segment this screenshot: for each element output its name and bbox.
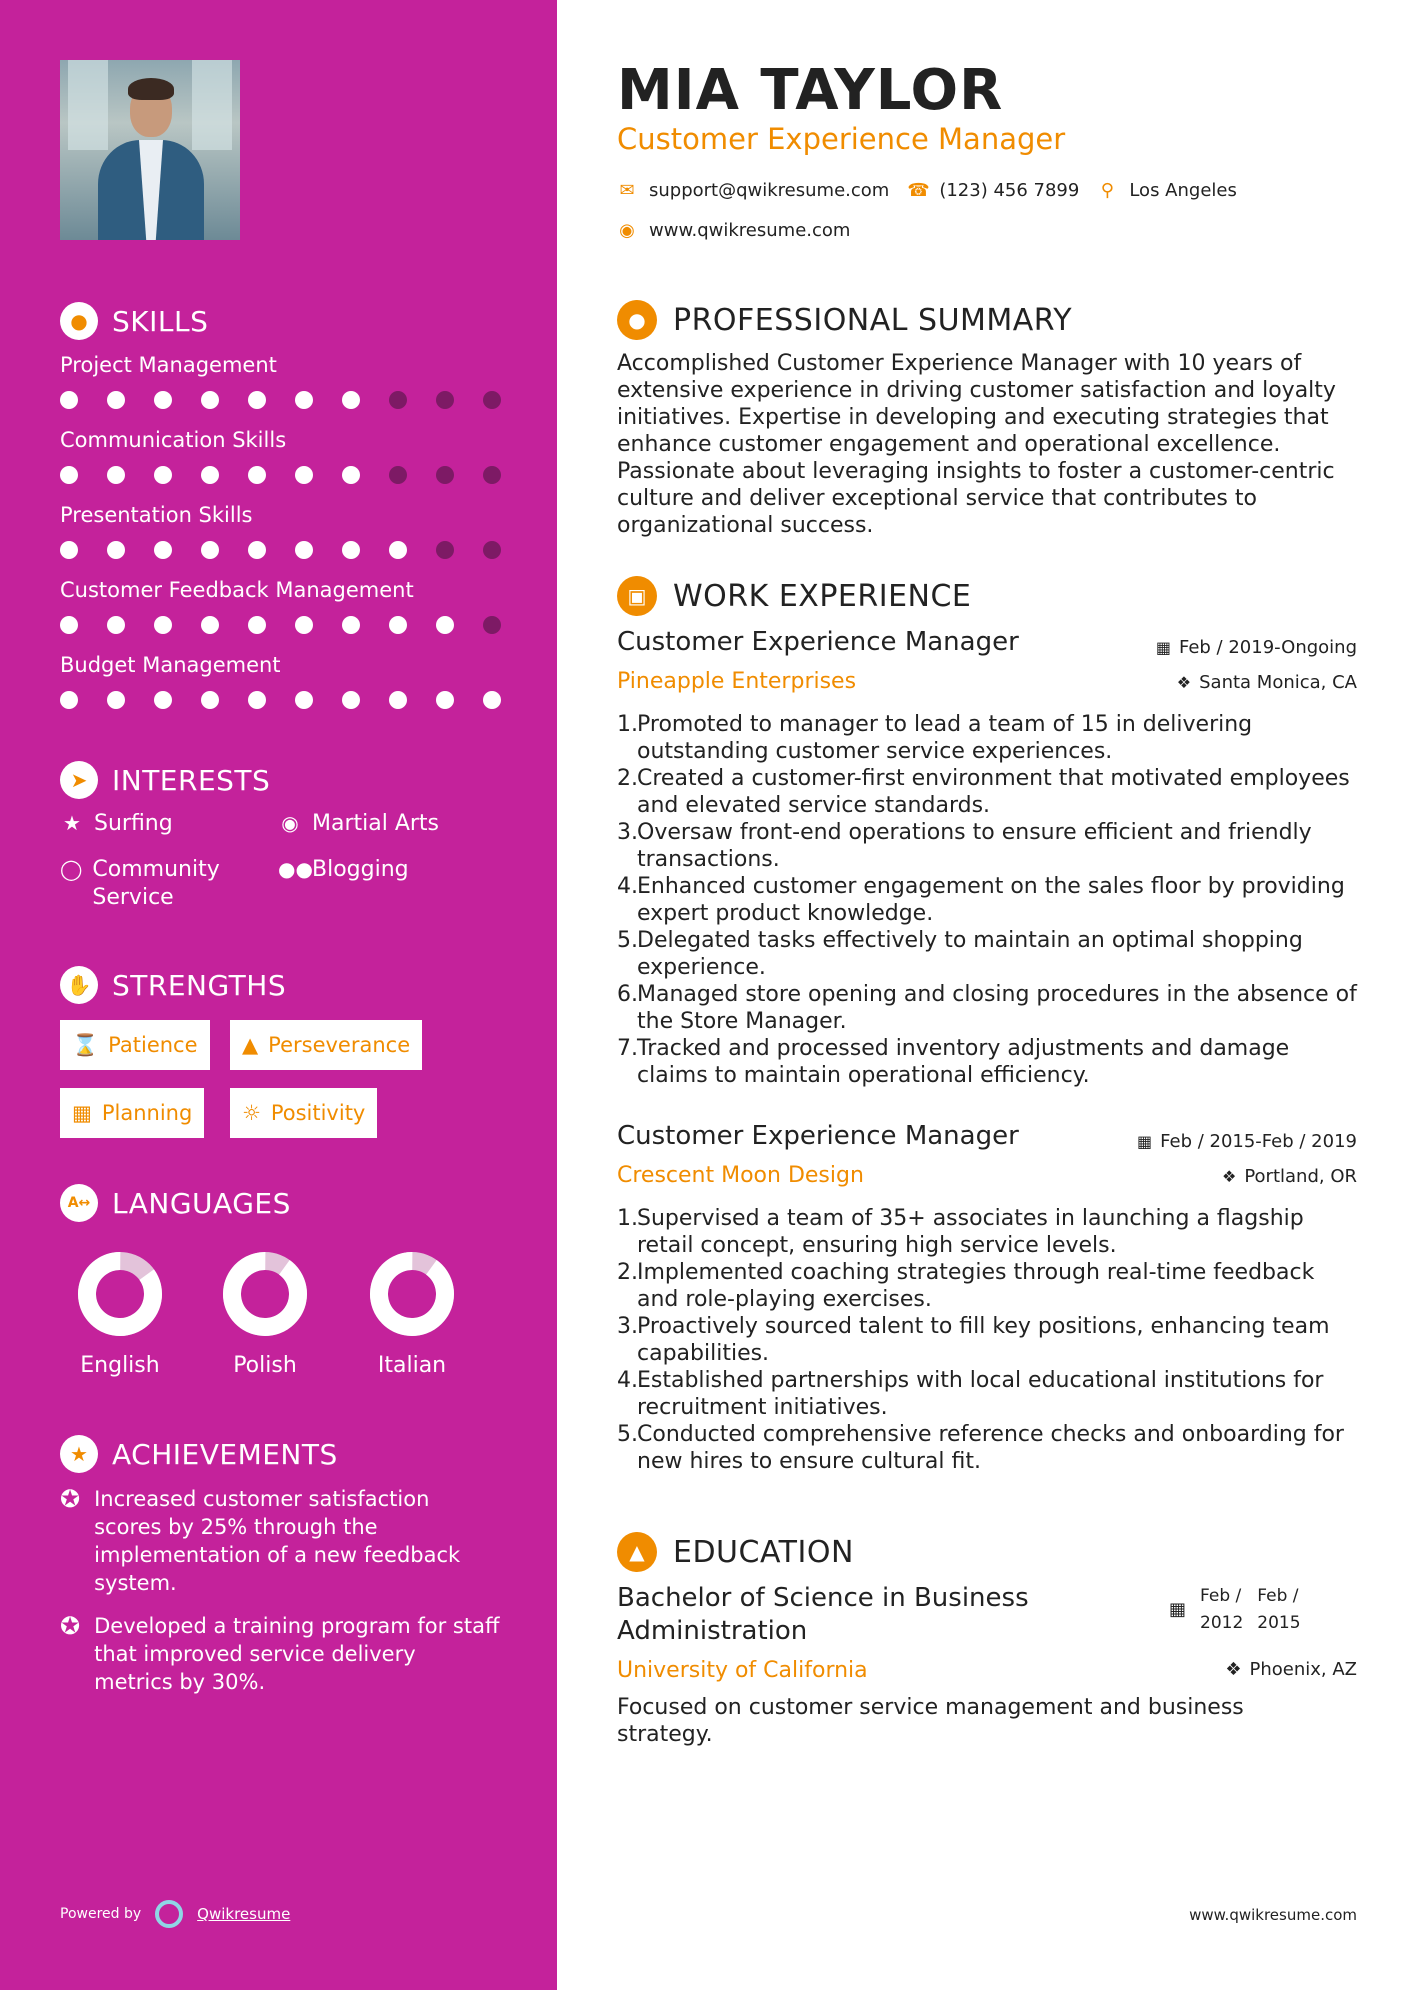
- achievement-text: Increased customer satisfaction scores by 25% through the implementation of a new feedback system.: [94, 1487, 461, 1595]
- star-icon: ★: [63, 811, 81, 835]
- job-dates: [1156, 637, 1357, 658]
- education-start-year: 2012: [1200, 1613, 1244, 1633]
- duty-text: Implemented coaching strategies through real-time feedback and role-playing exercises.: [637, 1260, 1315, 1312]
- duty-item: [617, 1313, 1357, 1367]
- users-icon: ●●: [278, 857, 313, 881]
- duty-number: 2.: [617, 1260, 638, 1285]
- interests-title: INTERESTS: [112, 763, 271, 797]
- duty-text: Delegated tasks effectively to maintain an optimal shopping experience.: [637, 928, 1303, 980]
- duty-item: [617, 765, 1357, 819]
- rating-dot-filled: [154, 391, 172, 409]
- experience-heading: [617, 576, 971, 616]
- powered-by: [60, 1900, 290, 1928]
- strength-badge: [230, 1088, 377, 1138]
- summary-text: Accomplished Customer Experience Manager with 10 years of extensive experience in driving customer satisfaction and loyalty initiatives. Expertise in developing and executing strategies that enhance customer engagement and operational excellence. Passionate about leveraging insights to foster a customer-centric culture and deliver exceptional service that contributes to organizational success.: [617, 351, 1336, 538]
- summary-title: PROFESSIONAL SUMMARY: [673, 302, 1073, 338]
- rating-dot-filled: [201, 466, 219, 484]
- interest-item: [60, 810, 173, 838]
- rating-dot-filled: [107, 616, 125, 634]
- strength-badge: [60, 1020, 210, 1070]
- language-name: English: [80, 1353, 160, 1378]
- duty-text: Tracked and processed inventory adjustments and damage claims to maintain operational efficiency.: [637, 1036, 1290, 1088]
- job-company: Crescent Moon Design: [617, 1163, 864, 1188]
- duty-text: Conducted comprehensive reference checks and onboarding for new hires to ensure cultural fit.: [637, 1422, 1344, 1474]
- interest-item: [278, 810, 439, 838]
- rating-dot-filled: [295, 691, 313, 709]
- skills-title: SKILLS: [112, 304, 209, 338]
- duty-number: 1.: [617, 1206, 638, 1231]
- strength-label: Positivity: [270, 1101, 366, 1125]
- rating-dot-filled: [389, 691, 407, 709]
- calendar-icon: ▦: [1169, 1599, 1187, 1620]
- rating-dot-empty: [389, 466, 407, 484]
- rating-dot-filled: [248, 616, 266, 634]
- ring-fill: [222, 1251, 308, 1337]
- ring-fill: [369, 1251, 455, 1337]
- shield-icon: ◯: [60, 857, 83, 881]
- phone-icon: ☎: [907, 180, 930, 201]
- duty-text: Promoted to manager to lead a team of 15 in delivering outstanding customer service experiences.: [637, 712, 1253, 764]
- globe-icon: ◉: [281, 811, 299, 835]
- rating-dot-filled: [154, 691, 172, 709]
- candidate-name: MIA TAYLOR: [617, 58, 1004, 123]
- rating-dot-filled: [389, 541, 407, 559]
- education-end-year: 2015: [1257, 1613, 1301, 1633]
- duty-number: 3.: [617, 820, 638, 845]
- interests-heading: [60, 761, 270, 799]
- rating-dot-filled: [248, 466, 266, 484]
- education-location: [1225, 1659, 1357, 1680]
- duty-number: 4.: [617, 874, 638, 899]
- education-end: [1257, 1583, 1300, 1637]
- job-location: [1177, 672, 1357, 693]
- achievement-text: Developed a training program for staff that improved service delivery metrics by 30%.: [94, 1614, 500, 1694]
- contact-email[interactable]: support@qwikresume.com: [649, 180, 890, 201]
- education-degree: Bachelor of Science in Business Administration: [617, 1583, 1029, 1646]
- rating-dot-filled: [201, 541, 219, 559]
- calendar-icon: ▦: [1137, 1132, 1153, 1151]
- pin-icon: ❖: [1221, 1167, 1237, 1186]
- strength-label: Patience: [108, 1033, 198, 1057]
- job-duties: [617, 1205, 1357, 1475]
- job-dates: [1137, 1131, 1357, 1152]
- duty-number: 2.: [617, 766, 638, 791]
- interest-label: Martial Arts: [312, 811, 440, 836]
- rating-dot-filled: [483, 691, 501, 709]
- skill-rating: [60, 391, 501, 409]
- skill-name: Communication Skills: [60, 428, 287, 452]
- strength-label: Perseverance: [268, 1033, 411, 1057]
- rating-dot-filled: [342, 391, 360, 409]
- rating-dot-empty: [436, 541, 454, 559]
- duty-item: [617, 927, 1357, 981]
- contact-row: [617, 180, 1237, 201]
- rating-dot-filled: [107, 691, 125, 709]
- duty-item: [617, 981, 1357, 1035]
- rating-dot-filled: [154, 466, 172, 484]
- strength-badge: [230, 1020, 422, 1070]
- job-dates-text: Feb / 2015-Feb / 2019: [1160, 1131, 1357, 1152]
- education-end-month: Feb /: [1257, 1586, 1299, 1606]
- interest-item: [60, 856, 260, 912]
- hourglass-icon: ⌛: [72, 1032, 99, 1057]
- skill-rating: [60, 541, 501, 559]
- rating-dot-filled: [295, 466, 313, 484]
- duty-number: 3.: [617, 1314, 638, 1339]
- duty-number: 6.: [617, 982, 638, 1007]
- skill-name: Customer Feedback Management: [60, 578, 414, 602]
- qwikresume-logo: [155, 1900, 183, 1928]
- job-company: Pineapple Enterprises: [617, 669, 857, 694]
- rating-dot-filled: [60, 691, 78, 709]
- education-description: Focused on customer service management and business strategy.: [617, 1695, 1244, 1747]
- rating-dot-filled: [342, 616, 360, 634]
- map-pin-icon: ⚲: [1100, 180, 1114, 201]
- languages-heading: [60, 1184, 291, 1222]
- main-content: [557, 0, 1407, 1990]
- duty-item: [617, 1259, 1357, 1313]
- rating-dot-empty: [483, 616, 501, 634]
- strength-label: Planning: [101, 1101, 193, 1125]
- rating-dot-empty: [436, 391, 454, 409]
- skills-heading: [60, 302, 208, 340]
- education-location-text: Phoenix, AZ: [1249, 1659, 1357, 1680]
- skill-name: Budget Management: [60, 653, 281, 677]
- interest-label: Surfing: [94, 811, 173, 836]
- profile-photo: [60, 60, 240, 240]
- rating-dot-empty: [483, 391, 501, 409]
- rating-dot-empty: [483, 466, 501, 484]
- rating-dot-filled: [295, 391, 313, 409]
- rating-dot-empty: [436, 466, 454, 484]
- interest-item: [278, 856, 409, 884]
- language-ring: [222, 1251, 308, 1337]
- interest-label: Blogging: [312, 857, 409, 882]
- rating-dot-filled: [389, 616, 407, 634]
- job-dates-text: Feb / 2019-Ongoing: [1178, 637, 1357, 658]
- duty-text: Enhanced customer engagement on the sales floor by providing expert product knowledge.: [637, 874, 1345, 926]
- rating-dot-filled: [107, 466, 125, 484]
- duty-item: [617, 873, 1357, 927]
- contact-phone: (123) 456 7899: [939, 180, 1080, 201]
- duty-item: [617, 1205, 1357, 1259]
- rating-dot-filled: [201, 616, 219, 634]
- job-role: Customer Experience Manager: [617, 627, 1019, 657]
- rating-dot-filled: [342, 691, 360, 709]
- briefcase-icon: ▣: [617, 576, 657, 616]
- duty-text: Managed store opening and closing procedures in the absence of the Store Manager.: [637, 982, 1357, 1034]
- rating-dot-filled: [295, 541, 313, 559]
- job-location-text: Portland, OR: [1244, 1166, 1357, 1187]
- candidate-title: Customer Experience Manager: [617, 122, 1066, 156]
- duty-item: [617, 819, 1357, 873]
- education-heading: [617, 1532, 854, 1572]
- rating-dot-filled: [295, 616, 313, 634]
- skill-name: Presentation Skills: [60, 503, 253, 527]
- rating-dot-filled: [201, 691, 219, 709]
- rating-dot-filled: [436, 691, 454, 709]
- website-row: [617, 220, 850, 241]
- graduation-icon: ▲: [617, 1532, 657, 1572]
- education-school: University of California: [617, 1658, 868, 1683]
- experience-title: WORK EXPERIENCE: [673, 578, 972, 614]
- skill-name: Project Management: [60, 353, 277, 377]
- rating-dot-filled: [60, 391, 78, 409]
- user-icon: ●: [617, 300, 657, 340]
- rating-dot-filled: [60, 466, 78, 484]
- rating-dot-filled: [342, 541, 360, 559]
- globe-icon: ◉: [619, 220, 635, 241]
- job-location: [1222, 1166, 1357, 1187]
- duty-text: Established partnerships with local educational institutions for recruitment initiatives.: [637, 1368, 1324, 1420]
- duty-text: Proactively sourced talent to fill key positions, enhancing team capabilities.: [637, 1314, 1330, 1366]
- rating-dot-filled: [154, 616, 172, 634]
- rating-dot-empty: [389, 391, 407, 409]
- rating-dot-filled: [248, 391, 266, 409]
- rating-dot-filled: [60, 616, 78, 634]
- duty-text: Supervised a team of 35+ associates in launching a flagship retail concept, ensuring high service levels.: [637, 1206, 1304, 1258]
- education-start: [1200, 1583, 1243, 1637]
- footer-url[interactable]: www.qwikresume.com: [1189, 1906, 1357, 1924]
- language-name: Italian: [377, 1353, 447, 1378]
- road-icon: ▲: [242, 1033, 259, 1057]
- rating-dot-filled: [201, 391, 219, 409]
- duty-number: 1.: [617, 712, 638, 737]
- pin-icon: ❖: [1176, 673, 1192, 692]
- strengths-heading: [60, 966, 286, 1004]
- summary-heading: [617, 300, 1072, 340]
- language-ring: [77, 1251, 163, 1337]
- duty-number: 5.: [617, 1422, 638, 1447]
- duty-item: [617, 711, 1357, 765]
- rating-dot-filled: [342, 466, 360, 484]
- award-icon: ★: [60, 1435, 98, 1473]
- contact-website[interactable]: www.qwikresume.com: [649, 220, 851, 241]
- rating-dot-filled: [60, 541, 78, 559]
- job-location-text: Santa Monica, CA: [1199, 672, 1357, 693]
- languages-title: LANGUAGES: [112, 1186, 291, 1220]
- strengths-title: STRENGTHS: [112, 968, 287, 1002]
- rating-dot-empty: [483, 541, 501, 559]
- education-dates: [1169, 1583, 1301, 1637]
- sidebar: [0, 0, 557, 1990]
- contact-location: Los Angeles: [1129, 180, 1237, 201]
- paper-plane-icon: ➤: [60, 761, 98, 799]
- envelope-icon: ✉: [619, 180, 635, 201]
- rating-dot-filled: [107, 391, 125, 409]
- duty-item: [617, 1421, 1357, 1475]
- language-name: Polish: [233, 1353, 297, 1378]
- qwikresume-link[interactable]: Qwikresume: [197, 1905, 291, 1923]
- duty-text: Created a customer-first environment that motivated employees and elevated service standards.: [637, 766, 1350, 818]
- skill-rating: [60, 466, 501, 484]
- duty-text: Oversaw front-end operations to ensure efficient and friendly transactions.: [637, 820, 1312, 872]
- duty-number: 5.: [617, 928, 638, 953]
- rating-dot-filled: [107, 541, 125, 559]
- achievements-title: ACHIEVEMENTS: [112, 1437, 338, 1471]
- rating-dot-filled: [248, 691, 266, 709]
- ring-fill: [77, 1251, 163, 1337]
- strength-badge: [60, 1088, 204, 1138]
- calendar-icon: ▦: [1155, 638, 1171, 657]
- education-title: EDUCATION: [673, 1534, 854, 1570]
- interest-label: Community Service: [92, 857, 220, 910]
- achievement-item: [60, 1612, 500, 1696]
- powered-by-label: Powered by: [60, 1906, 142, 1922]
- duty-number: 4.: [617, 1368, 638, 1393]
- rating-dot-filled: [248, 541, 266, 559]
- fist-icon: ✋: [60, 966, 98, 1004]
- skill-rating: [60, 691, 501, 709]
- rating-dot-filled: [154, 541, 172, 559]
- lightbulb-icon: ●: [60, 302, 98, 340]
- skill-rating: [60, 616, 501, 634]
- star-burst-icon: ✪: [60, 1485, 81, 1513]
- star-burst-icon: ✪: [60, 1612, 81, 1640]
- achievement-item: [60, 1485, 500, 1597]
- language-icon: A↔: [60, 1184, 98, 1222]
- language-ring: [369, 1251, 455, 1337]
- rating-dot-filled: [436, 616, 454, 634]
- job-role: Customer Experience Manager: [617, 1121, 1019, 1151]
- duty-number: 7.: [617, 1036, 638, 1061]
- achievements-heading: [60, 1435, 338, 1473]
- job-duties: [617, 711, 1357, 1089]
- sun-icon: ☼: [242, 1101, 261, 1125]
- pin-icon: ❖: [1225, 1659, 1242, 1680]
- duty-item: [617, 1367, 1357, 1421]
- duty-item: [617, 1035, 1357, 1089]
- calendar-icon: ▦: [72, 1101, 92, 1125]
- education-start-month: Feb /: [1200, 1586, 1242, 1606]
